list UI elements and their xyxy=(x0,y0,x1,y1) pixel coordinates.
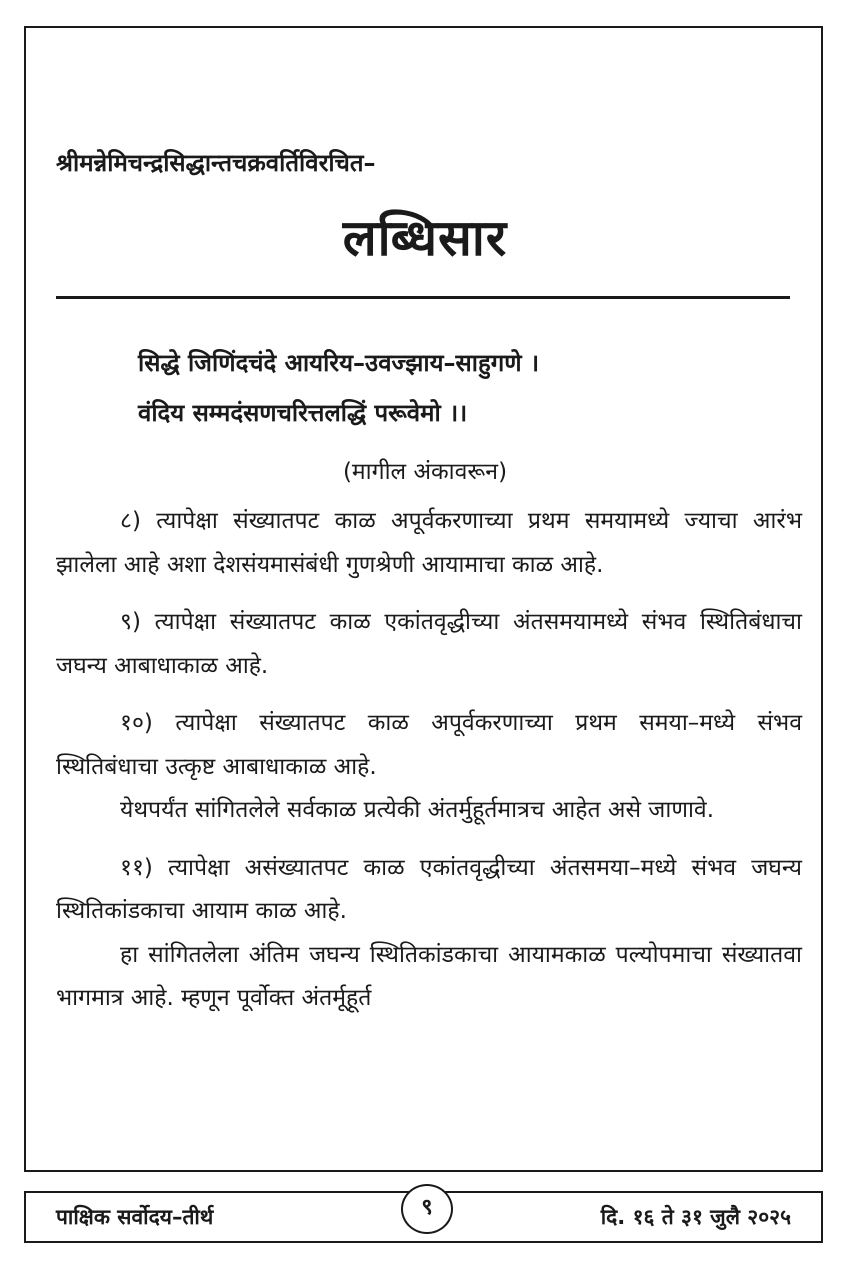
page-number: ९ xyxy=(401,1184,453,1234)
paragraph-11: ११) त्यापेक्षा असंख्यातपट काळ एकांतवृद्धीच्या अंतसमया–मध्ये संभव जघन्य स्थितिकांडकाचा आयाम काळ आहे. xyxy=(56,854,802,924)
publication-name: पाक्षिक सर्वोदय–तीर्थ xyxy=(56,1205,214,1229)
paragraph-continuation: हा सांगितलेला अंतिम जघन्य स्थितिकांडकाचा आयामकाळ पल्योपमाचा संख्यातवा भागमात्र आहे. म्हणून पूर्वोक्त अंतर्मूहूर्त xyxy=(56,941,802,1011)
paragraph-9: ९) त्यापेक्षा संख्यातपट काळ एकांतवृद्धीच्या अंतसमयामध्ये संभव स्थितिबंधाचा जघन्य आबाधाकाळ आहे. xyxy=(56,609,802,679)
paragraph-note: येथपर्यंत सांगितलेले सर्वकाळ प्रत्येकी अंतर्मुहूर्तमात्रच आहेत असे जाणावे. xyxy=(120,797,715,823)
footer xyxy=(24,1191,823,1243)
paragraph-8: ८) त्यापेक्षा संख्यातपट काळ अपूर्वकरणाच्या प्रथम समयामध्ये ज्याचा आरंभ झालेला आहे अशा देशसंयमासंबंधी गुणश्रेणी आयामाचा काळ आहे. xyxy=(56,508,802,578)
invocation-verse xyxy=(138,338,539,438)
author-subtitle: श्रीमन्नेमिचन्द्रसिद्धान्तचक्रवर्तिविरचित– xyxy=(56,149,376,177)
verse-line-2: वंदिय सम्मदंसणचरित्तलद्धिं परूवेमो ।। xyxy=(138,399,468,427)
issue-date: दि. १६ ते ३१ जुलै २०२५ xyxy=(600,1205,791,1229)
title-divider xyxy=(56,296,790,299)
continued-note: (मागील अंकावरून) xyxy=(342,459,508,485)
paragraph-10: १०) त्यापेक्षा संख्यातपट काळ अपूर्वकरणाच्या प्रथम समया–मध्ये संभव स्थितिबंधाचा उत्कृष्ट आबाधाकाळ आहे. xyxy=(56,710,802,780)
body-text xyxy=(56,500,802,1021)
page-title: लब्धिसार xyxy=(342,209,508,267)
verse-line-1: सिद्धे जिणिंदचंदे आयरिय–उवज्झाय–साहुगणे । xyxy=(138,349,540,377)
